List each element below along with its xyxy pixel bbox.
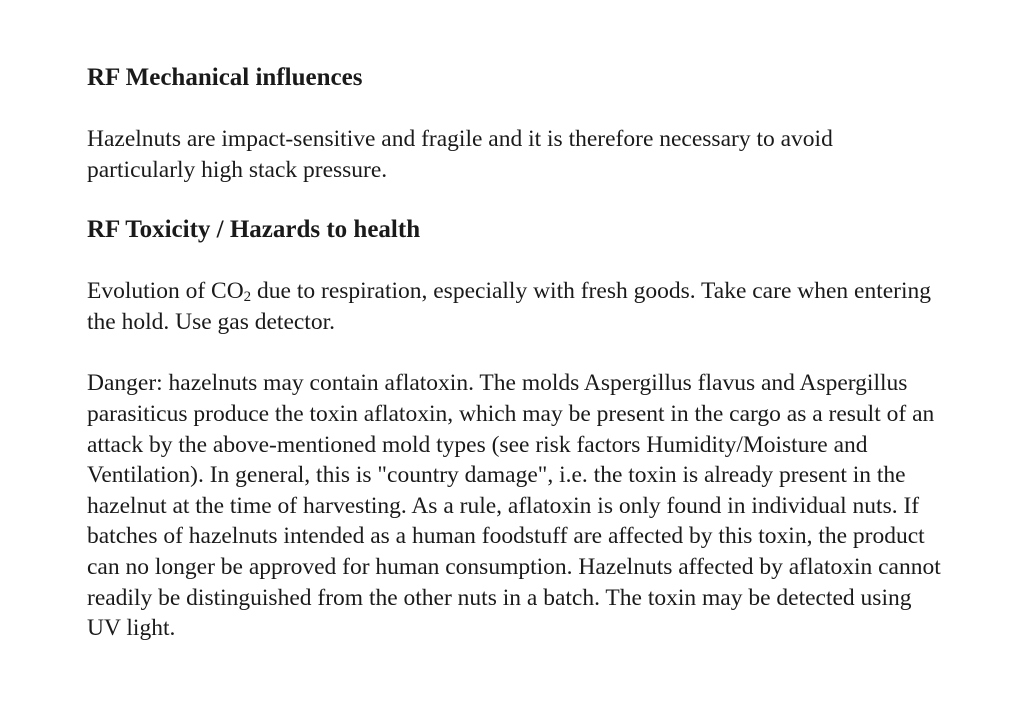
paragraph-mechanical-influences: Hazelnuts are impact-sensitive and fragile and it is therefore necessary to avoid particularly high stack pressure. <box>87 126 833 183</box>
paragraph-aflatoxin-danger: Danger: hazelnuts may contain aflatoxin. The molds Aspergillus flavus and Aspergillus parasiticus produce the toxin aflatoxin, which may be present in the cargo as a result of an attack by the above-mentioned mold types (see risk factors Humidity/Moisture and Ventilation). In general, this is "country damage", i.e. the toxin is already present in the hazelnut at the time of harvesting. As a rule, aflatoxin is only found in individual nuts. If batches of hazelnuts intended as a human foodstuff are affected by this toxin, the product can no longer be approved for human consumption. Hazelnuts affected by aflatoxin cannot readily be distinguished from the other nuts in a batch. The toxin may be detected using UV light. <box>87 370 941 642</box>
heading-toxicity-hazards: RF Toxicity / Hazards to health <box>87 216 421 244</box>
co2-text-suffix: due to respiration, especially with fresh goods. Take care when entering the hold. Use gas detector. <box>87 278 932 335</box>
co2-subscript: 2 <box>243 289 252 306</box>
heading-mechanical-influences: RF Mechanical influences <box>87 64 363 91</box>
co2-text-prefix: Evolution of CO <box>87 278 244 305</box>
paragraph-co2-evolution <box>87 276 944 337</box>
